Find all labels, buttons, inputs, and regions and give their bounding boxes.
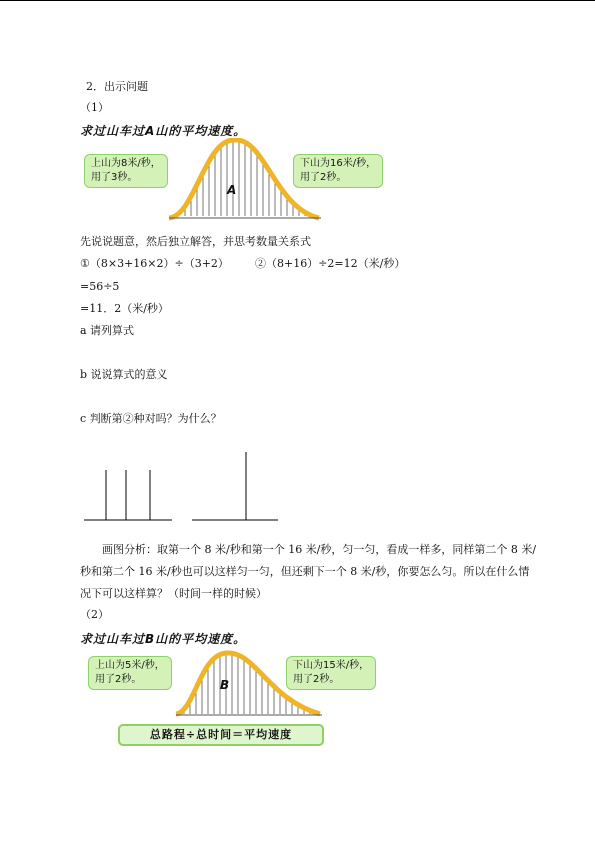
mountain-b-label: B bbox=[220, 678, 231, 692]
instruction: 先说说题意，然后独立解答，并思考数量关系式 bbox=[80, 235, 311, 248]
part2-right-note-line2: 用了2秒。 bbox=[293, 674, 340, 685]
part1-left-note-line2: 用了3秒。 bbox=[91, 172, 138, 183]
formula-box: 总路程÷总时间＝平均速度 bbox=[118, 724, 324, 746]
item-c: c 判断第②种对吗？为什么？ bbox=[80, 412, 222, 425]
solution-step-2: =11．2（米/秒） bbox=[80, 302, 169, 315]
part2-label: （2） bbox=[80, 608, 109, 621]
section-heading: 2．出示问题 bbox=[86, 80, 148, 93]
solution-2: ②（8+16）÷2=12（米/秒） bbox=[255, 257, 406, 270]
averaging-sketch bbox=[80, 448, 285, 524]
part1-right-note bbox=[293, 154, 383, 188]
part2-right-note-line1: 下山为15米/秒， bbox=[293, 660, 370, 671]
part1-prompt: 求过山车过A山的平均速度。 bbox=[80, 124, 247, 138]
part2-prompt: 求过山车过B山的平均速度。 bbox=[80, 632, 247, 646]
item-b: b 说说算式的意义 bbox=[80, 368, 168, 381]
item-a: a 请列算式 bbox=[80, 324, 135, 337]
part2-left-note-line2: 用了2秒。 bbox=[95, 674, 142, 685]
solution-1: ①（8×3+16×2）÷（3+2） bbox=[80, 257, 229, 270]
part2-left-note bbox=[88, 656, 172, 690]
part1-left-note bbox=[84, 154, 168, 188]
part1-right-note-line1: 下山为16米/秒， bbox=[300, 158, 377, 169]
part1-right-note-line2: 用了2秒。 bbox=[300, 172, 347, 183]
mountain-a-label: A bbox=[227, 183, 238, 197]
analysis-line-1: 画图分析：取第一个 8 米/秒和第一个 16 米/秒，匀一匀，看成一样多，同样第二个 8 米/ bbox=[102, 543, 537, 556]
part2-right-note bbox=[286, 656, 376, 690]
part2-left-note-line1: 上山为5米/秒， bbox=[95, 660, 165, 671]
solution-step-1: =56÷5 bbox=[80, 280, 120, 293]
analysis-line-2: 秒和第二个 16 米/秒也可以这样匀一匀，但还剩下一个 8 米/秒，你要怎么匀。所以在什么情 bbox=[80, 565, 530, 578]
part1-label: （1） bbox=[80, 101, 109, 114]
part1-left-note-line1: 上山为8米/秒， bbox=[91, 158, 161, 169]
header-rule bbox=[0, 0, 595, 1]
analysis-line-3: 况下可以这样算？（时间一样的时候） bbox=[80, 587, 267, 600]
